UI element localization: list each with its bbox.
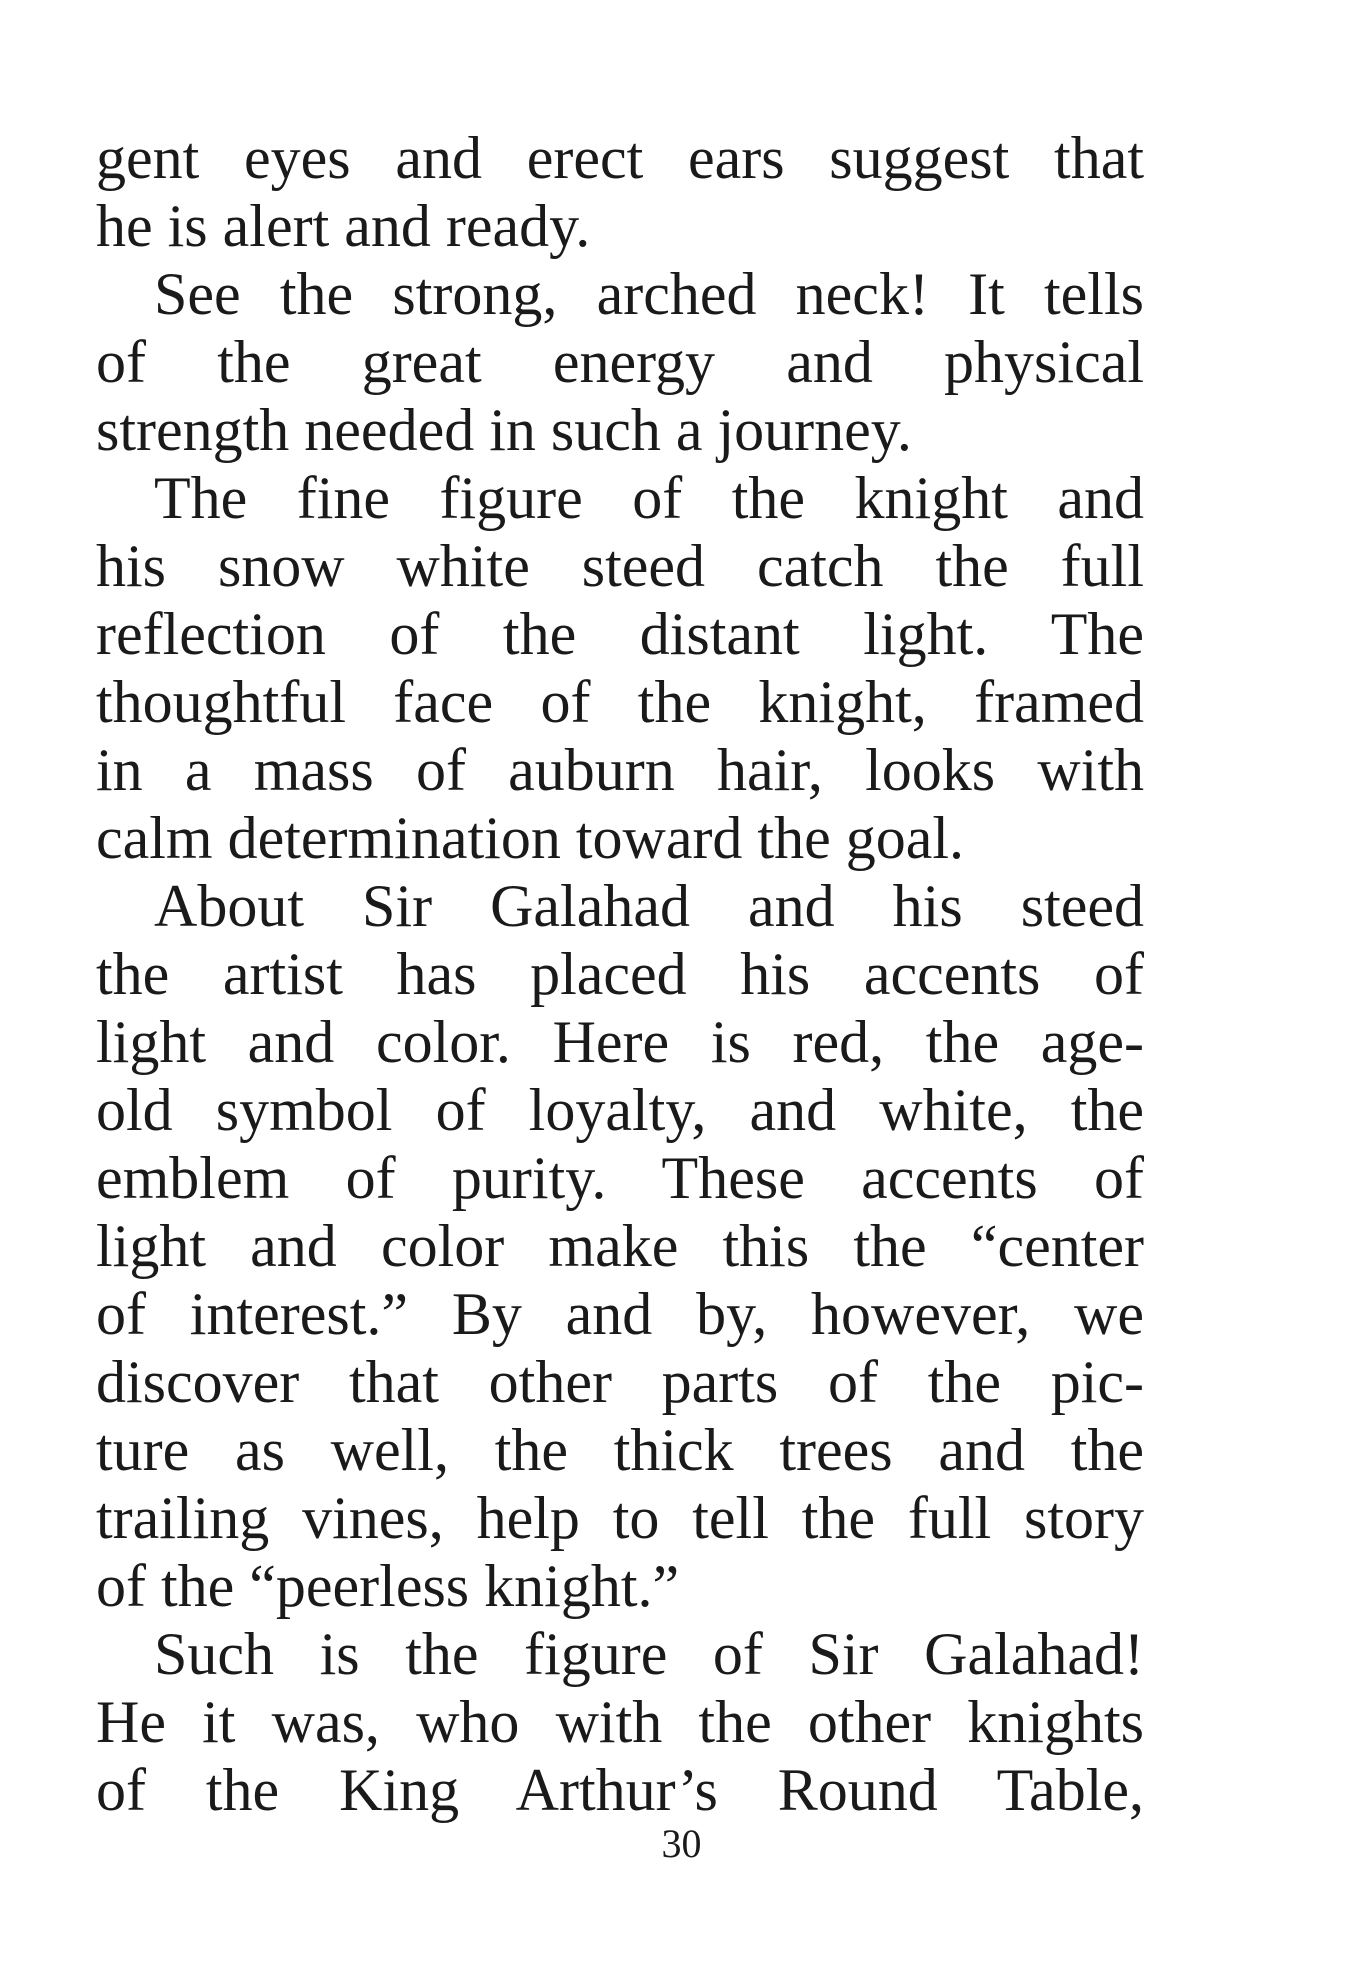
text-line: thoughtful face of the knight, framed (96, 669, 1144, 735)
text-line: in a mass of auburn hair, looks with (96, 737, 1144, 803)
text-line: Such is the figure of Sir Galahad! (154, 1621, 1144, 1687)
text-line: trailing vines, help to tell the full story (96, 1485, 1144, 1551)
text-line: reflection of the distant light. The (96, 601, 1144, 667)
text-line: of the “peerless knight.” (96, 1553, 680, 1619)
text-line: old symbol of loyalty, and white, the (96, 1077, 1144, 1143)
text-line: he is alert and ready. (96, 193, 591, 259)
page-number: 30 (661, 1821, 702, 1866)
text-line: ture as well, the thick trees and the (96, 1417, 1144, 1483)
text-line: of the great energy and physical (96, 329, 1144, 395)
text-line: light and color make this the “center (96, 1213, 1144, 1279)
text-line: his snow white steed catch the full (96, 533, 1144, 599)
text-line: light and color. Here is red, the age- (96, 1009, 1144, 1075)
text-line: discover that other parts of the pic- (96, 1349, 1144, 1415)
text-line: strength needed in such a journey. (96, 397, 912, 463)
text-line: He it was, who with the other knights (96, 1689, 1144, 1755)
text-line: of interest.” By and by, however, we (96, 1281, 1144, 1347)
text-line: gent eyes and erect ears suggest that (96, 125, 1144, 191)
body-text (96, 124, 1144, 1824)
text-line: calm determination toward the goal. (96, 805, 965, 871)
text-line: The fine figure of the knight and (154, 465, 1144, 531)
text-line: See the strong, arched neck! It tells (154, 261, 1144, 327)
text-line: emblem of purity. These accents of (96, 1145, 1144, 1211)
text-line: About Sir Galahad and his steed (154, 873, 1144, 939)
text-line: of the King Arthur’s Round Table, (96, 1757, 1144, 1823)
text-line: the artist has placed his accents of (96, 941, 1144, 1007)
